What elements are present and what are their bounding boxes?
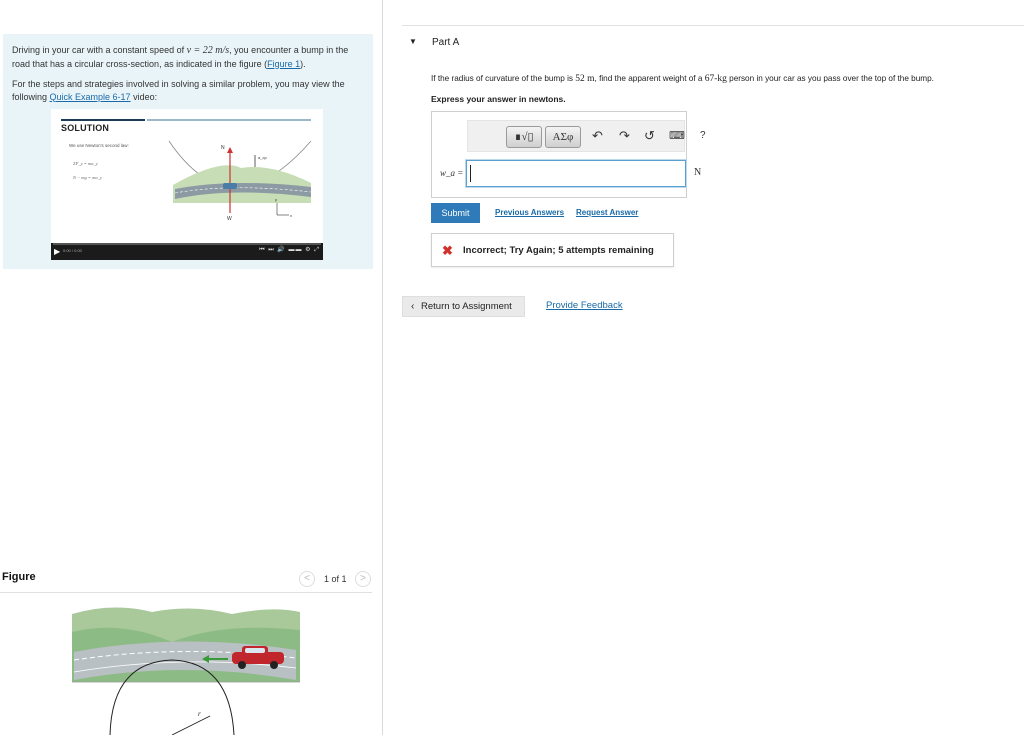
video-progress[interactable] <box>53 243 321 245</box>
submit-button[interactable]: Submit <box>431 203 480 223</box>
video-time: 0:00 / 0:00 <box>63 248 82 253</box>
mass-value: 67-kg <box>704 74 727 84</box>
quick-example-video[interactable] <box>51 109 323 260</box>
intro-text-1: Driving in your car with a constant speed of <box>12 45 187 55</box>
video-newton-text: We use Newton's second law: <box>69 143 129 148</box>
part-top-rule <box>402 25 1024 26</box>
video-a-label: a_cp <box>258 155 267 160</box>
figure-link[interactable]: Figure 1 <box>267 58 301 69</box>
keyboard-icon[interactable]: ⌨ <box>669 130 685 142</box>
provide-feedback-link[interactable]: Provide Feedback <box>546 300 623 311</box>
video-header-rule <box>61 119 145 121</box>
play-icon[interactable]: ▶ <box>54 247 61 256</box>
question-text-3: person in your car as you pass over the top of the bump. <box>726 74 934 83</box>
video-n-label: N <box>221 145 225 151</box>
video-intro-text: For the steps and strategies involved in solving a similar problem, you may view the following <box>12 79 345 102</box>
undo-icon[interactable]: ↶ <box>592 128 603 143</box>
answer-unit: N <box>694 167 702 178</box>
problem-statement <box>12 44 368 70</box>
part-title[interactable]: Part A <box>432 37 460 48</box>
symbols-button[interactable]: ΑΣφ <box>545 126 581 148</box>
answer-label: w_a = <box>440 168 464 178</box>
video-settings-icons[interactable]: ⏮ ⏭ 🔊 ▬▬ ⚙ ⤢ <box>259 247 320 253</box>
problem-pane <box>0 0 383 735</box>
question-text-2: , find the apparent weight of a <box>594 74 705 83</box>
figure-divider <box>0 592 372 593</box>
chevron-left-icon: ‹ <box>411 301 415 312</box>
video-equation-2: N − mg = ma_y <box>73 175 102 180</box>
video-intro-end: video: <box>130 91 158 102</box>
video-control-bar <box>51 243 323 260</box>
answer-panel <box>431 111 706 198</box>
figure-pager: 1 of 1 <box>324 574 347 584</box>
previous-answers-link[interactable]: Previous Answers <box>495 208 565 217</box>
figure-next-button[interactable]: > <box>355 571 371 587</box>
figure-prev-button[interactable]: < <box>299 571 315 587</box>
feedback-message <box>431 233 674 267</box>
collapse-triangle-icon[interactable]: ▼ <box>409 37 417 46</box>
help-icon[interactable]: ? <box>700 130 706 141</box>
reset-icon[interactable]: ↺ <box>644 128 655 143</box>
intro-text-2: , you encounter a bump in the road that has a circular cross-section, as indicated in the figure ( <box>12 45 349 69</box>
video-solution-heading: SOLUTION <box>61 123 110 133</box>
bump-figure <box>72 602 300 735</box>
quick-example-link[interactable]: Quick Example 6-17 <box>49 91 131 102</box>
text-caret <box>470 165 471 182</box>
video-header-rule-2 <box>147 119 311 121</box>
video-x-label: x <box>290 213 292 218</box>
return-to-assignment-button[interactable] <box>402 296 525 317</box>
video-diagram <box>161 123 321 223</box>
templates-button[interactable]: ∎√▯ <box>506 126 542 148</box>
speed-value: v = 22 m/s <box>186 45 230 56</box>
intro-text-3: ). <box>300 58 306 69</box>
video-equation-1: ΣF_y = ma_y <box>73 161 98 166</box>
request-answer-link[interactable]: Request Answer <box>576 208 639 217</box>
part-question <box>431 74 934 84</box>
answer-instruction: Express your answer in newtons. <box>431 94 566 104</box>
radius-label: r <box>198 710 201 718</box>
video-car <box>223 183 237 189</box>
answer-input[interactable] <box>466 160 686 187</box>
math-toolbar <box>467 120 706 152</box>
radius-value: 52 m <box>575 74 595 84</box>
figure-heading: Figure <box>2 571 36 583</box>
redo-icon[interactable]: ↷ <box>619 128 630 143</box>
video-w-label: W <box>227 216 232 222</box>
video-intro <box>12 78 368 103</box>
feedback-text: Incorrect; Try Again; 5 attempts remaining <box>463 245 654 256</box>
video-y-label: y <box>275 197 277 202</box>
question-text-1: If the radius of curvature of the bump is <box>431 74 576 83</box>
error-x-icon: ✖ <box>442 243 453 258</box>
return-label: Return to Assignment <box>421 301 512 312</box>
